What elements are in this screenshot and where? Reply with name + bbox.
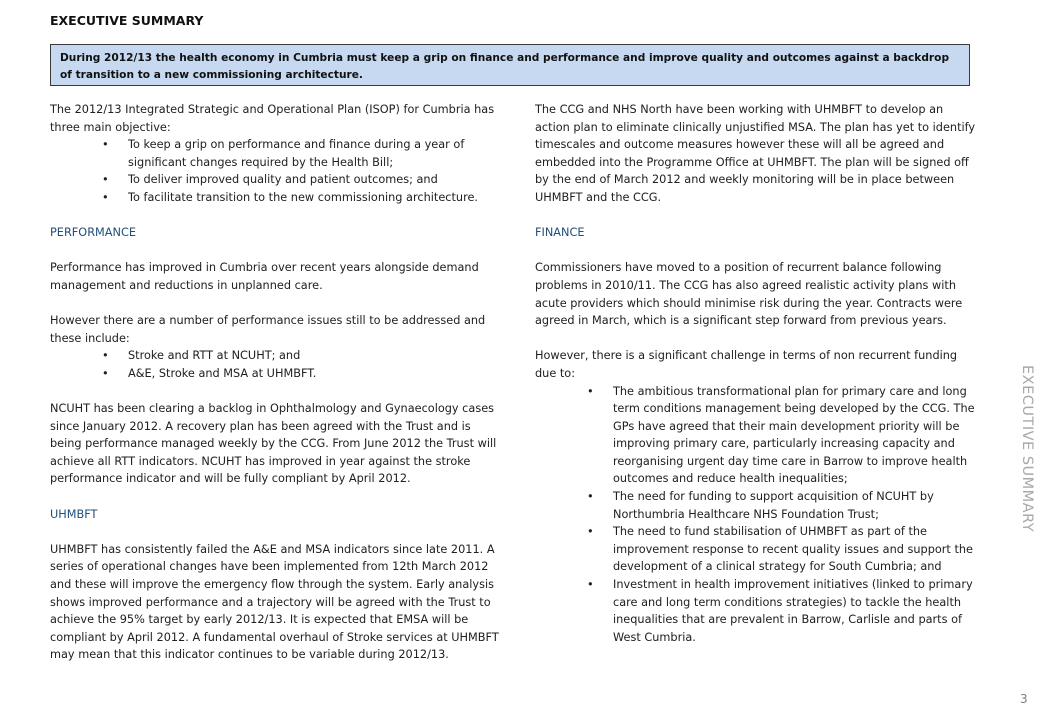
finance-paragraph: Commissioners have moved to a position of recurrent balance following problems in 2010/11. The CCG has also agreed realistic activity plans with acute providers which should minimise risk during the year. Contracts were agreed in March, which is a significant step forward from previous years. xyxy=(535,261,963,328)
finance-heading: FINANCE xyxy=(535,226,585,240)
performance-issues-list xyxy=(50,347,505,382)
intro-paragraph: The 2012/13 Integrated Strategic and Operational Plan (ISOP) for Cumbria has three main objective: xyxy=(50,103,495,134)
ncuht-paragraph: NCUHT has been clearing a backlog in Ophthalmology and Gynaecology cases since January 2012. A recovery plan has been agreed with the Trust and is being performance managed weekly by the CCG. From June 2012 the Trust will achieve all RTT indicators. NCUHT has improved in year against the stroke performance indicator and will be fully compliant by April 2012. xyxy=(50,402,497,486)
list-item: • Stroke and RTT at NCUHT; and xyxy=(50,347,505,365)
page-number: 3 xyxy=(1020,692,1028,706)
performance-paragraph: Performance has improved in Cumbria over recent years alongside demand management and reductions in unplanned care. xyxy=(50,261,479,292)
funding-challenges-list xyxy=(535,383,980,647)
summary-banner: During 2012/13 the health economy in Cumbria must keep a grip on finance and performance and improve quality and outcomes against a backdrop of transition to a new commissioning architecture. xyxy=(50,44,970,86)
side-section-label: EXECUTIVE SUMMARY xyxy=(1019,365,1035,533)
list-item: • To facilitate transition to the new commissioning architecture. xyxy=(50,189,505,207)
performance-heading: PERFORMANCE xyxy=(50,226,136,240)
objectives-list xyxy=(50,136,505,206)
list-item: • Investment in health improvement initiatives (linked to primary care and long term conditions strategies) to tackle the health inequalities that are prevalent in Barrow, Carlisle and parts of West Cumbria. xyxy=(535,576,980,646)
uhmbft-paragraph: UHMBFT has consistently failed the A&E and MSA indicators since late 2011. A series of operational changes have been implemented from 12th March 2012 and these will improve the emergency flow through the system. Early analysis shows improved performance and a trajectory will be agreed with the Trust to achieve the 95% target by early 2012/13. It is expected that EMSA will be compliant by April 2012. A fundamental overhaul of Stroke services at UHMBFT may mean that this indicator continues to be variable during 2012/13. xyxy=(50,542,499,662)
left-column xyxy=(50,101,505,664)
finance-challenge-intro: However, there is a significant challenge in terms of non recurrent funding due to: xyxy=(535,349,958,380)
performance-issues-intro: However there are a number of performance issues still to be addressed and these include: xyxy=(50,314,486,345)
list-item: • To deliver improved quality and patient outcomes; and xyxy=(50,171,505,189)
page-title: EXECUTIVE SUMMARY xyxy=(50,13,204,28)
list-item: • The need for funding to support acquisition of NCUHT by Northumbria Healthcare NHS Foundation Trust; xyxy=(535,488,980,523)
ccg-paragraph: The CCG and NHS North have been working with UHMBFT to develop an action plan to eliminate clinically unjustified MSA. The plan has yet to identify timescales and outcome measures however these will all be agreed and embedded into the Programme Office at UHMBFT. The plan will be signed off by the end of March 2012 and weekly monitoring will be in place between UHMBFT and the CCG. xyxy=(535,103,976,204)
right-column xyxy=(535,101,980,664)
list-item: • A&E, Stroke and MSA at UHMBFT. xyxy=(50,365,505,383)
list-item: • The ambitious transformational plan for primary care and long term conditions management being developed by the CCG. The GPs have agreed that their main development priority will be improving primary care, particularly increasing capacity and reorganising urgent day time care in Barrow to improve health outcomes and reduce health inequalities; xyxy=(535,383,980,489)
uhmbft-heading: UHMBFT xyxy=(50,507,98,521)
list-item: • To keep a grip on performance and finance during a year of significant changes required by the Health Bill; xyxy=(50,136,505,171)
list-item: • The need to fund stabilisation of UHMBFT as part of the improvement response to recent quality issues and support the development of a clinical strategy for South Cumbria; and xyxy=(535,523,980,576)
